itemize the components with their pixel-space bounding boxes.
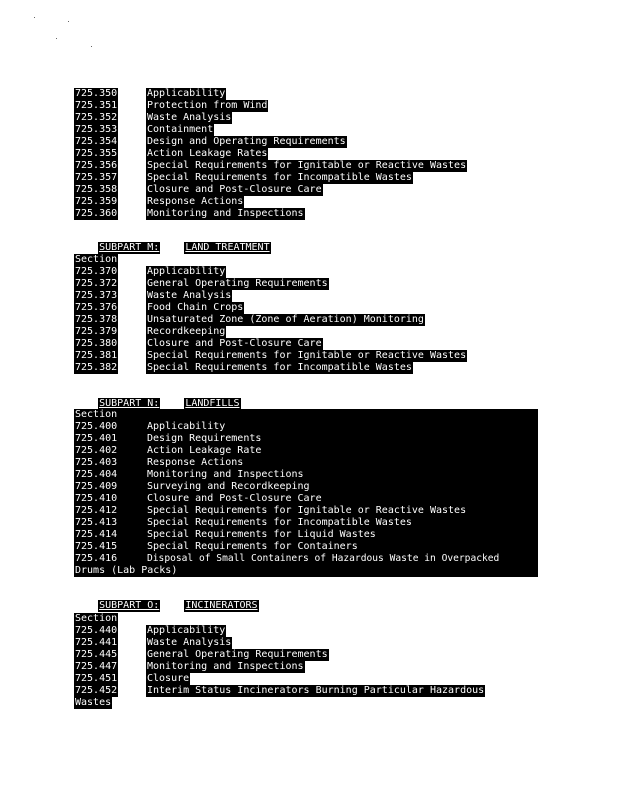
section-number: 725.356	[75, 160, 118, 171]
section-title: Design Requirements	[147, 433, 262, 444]
section-title: Special Requirements for Incompatible Wastes	[147, 172, 412, 183]
section-number: 725.404	[75, 469, 118, 480]
section-title: Monitoring and Inspections	[147, 661, 304, 672]
section-title: Waste Analysis	[147, 290, 232, 301]
section-number: 725.378	[75, 314, 118, 325]
scan-speck	[68, 21, 69, 22]
section-title: Closure and Post-Closure Care	[147, 493, 322, 504]
section-title: Waste Analysis	[147, 637, 232, 648]
section-number: 725.373	[75, 290, 118, 301]
section-number: 725.353	[75, 124, 118, 135]
section-number: 725.447	[75, 661, 118, 672]
subpart-label: SUBPART O:	[99, 600, 160, 611]
section-number: 725.412	[75, 505, 118, 516]
section-number: 725.370	[75, 266, 118, 277]
section-title-continuation: Drums (Lab Packs)	[75, 565, 178, 576]
section-number: 725.451	[75, 673, 118, 684]
section-number: 725.416	[75, 553, 118, 564]
section-header: Section	[75, 613, 118, 624]
section-number: 725.440	[75, 625, 118, 636]
section-number: 725.382	[75, 362, 118, 373]
section-number: 725.402	[75, 445, 118, 456]
section-title: Special Requirements for Ignitable or Reactive Wastes	[147, 160, 467, 171]
scan-speck	[56, 38, 57, 39]
subpart-name: INCINERATORS	[185, 600, 258, 611]
section-number: 725.401	[75, 433, 118, 444]
section-number: 725.379	[75, 326, 118, 337]
section-number: 725.380	[75, 338, 118, 349]
section-title: Design and Operating Requirements	[147, 136, 346, 147]
section-title: Applicability	[147, 266, 226, 277]
section-title: Food Chain Crops	[147, 302, 244, 313]
section-title: Recordkeeping	[147, 326, 226, 337]
section-title: Monitoring and Inspections	[147, 469, 304, 480]
section-number: 725.360	[75, 208, 118, 219]
section-header: Section	[75, 409, 118, 420]
subpart-name: LANDFILLS	[185, 398, 240, 409]
section-title: Disposal of Small Containers of Hazardous Waste in Overpacked	[147, 553, 500, 564]
section-number: 725.355	[75, 148, 118, 159]
section-title: Applicability	[147, 421, 226, 432]
scan-speck	[34, 17, 35, 18]
section-number: 725.351	[75, 100, 118, 111]
scan-speck	[91, 46, 92, 47]
section-number: 725.445	[75, 649, 118, 660]
section-title: Waste Analysis	[147, 112, 232, 123]
section-header: Section	[75, 254, 118, 265]
section-title: General Operating Requirements	[147, 649, 328, 660]
section-number: 725.376	[75, 302, 118, 313]
section-title: Closure	[147, 673, 190, 684]
section-title: Special Requirements for Ignitable or Reactive Wastes	[147, 350, 467, 361]
section-number: 725.359	[75, 196, 118, 207]
subpart-label: SUBPART N:	[99, 398, 160, 409]
section-number: 725.413	[75, 517, 118, 528]
section-number: 725.357	[75, 172, 118, 183]
section-title: Applicability	[147, 88, 226, 99]
section-title: Special Requirements for Incompatible Wastes	[147, 517, 412, 528]
section-title: Monitoring and Inspections	[147, 208, 304, 219]
section-title: Applicability	[147, 625, 226, 636]
section-title: Special Requirements for Containers	[147, 541, 358, 552]
section-number: 725.358	[75, 184, 118, 195]
section-number: 725.403	[75, 457, 118, 468]
section-title: Unsaturated Zone (Zone of Aeration) Monitoring	[147, 314, 424, 325]
section-title: Response Actions	[147, 457, 244, 468]
section-number: 725.415	[75, 541, 118, 552]
section-number: 725.350	[75, 88, 118, 99]
section-title: Closure and Post-Closure Care	[147, 184, 322, 195]
section-title: Containment	[147, 124, 214, 135]
section-title: Action Leakage Rate	[147, 445, 262, 456]
section-number: 725.410	[75, 493, 118, 504]
section-title: Action Leakage Rates	[147, 148, 268, 159]
section-title: Special Requirements for Ignitable or Reactive Wastes	[147, 505, 467, 516]
section-title: Protection from Wind	[147, 100, 268, 111]
section-number: 725.441	[75, 637, 118, 648]
subpart-heading-landfills	[74, 386, 241, 409]
section-number: 725.452	[75, 685, 118, 696]
section-number: 725.400	[75, 421, 118, 432]
section-title: Surveying and Recordkeeping	[147, 481, 310, 492]
section-title: Special Requirements for Liquid Wastes	[147, 529, 376, 540]
section-title: Special Requirements for Incompatible Wastes	[147, 362, 412, 373]
section-number: 725.372	[75, 278, 118, 289]
section-number: 725.414	[75, 529, 118, 540]
section-title: Response Actions	[147, 196, 244, 207]
section-title: Interim Status Incinerators Burning Particular Hazardous	[147, 685, 485, 696]
section-title: Closure and Post-Closure Care	[147, 338, 322, 349]
section-title-continuation: Wastes	[75, 697, 112, 708]
subpart-heading-land-treatment	[74, 230, 271, 253]
section-number: 725.352	[75, 112, 118, 123]
subpart-label: SUBPART M:	[99, 242, 160, 253]
subpart-heading-incinerators	[74, 588, 259, 611]
subpart-name: LAND TREATMENT	[185, 242, 270, 253]
section-number: 725.381	[75, 350, 118, 361]
section-number: 725.354	[75, 136, 118, 147]
section-number: 725.409	[75, 481, 118, 492]
section-title: General Operating Requirements	[147, 278, 328, 289]
